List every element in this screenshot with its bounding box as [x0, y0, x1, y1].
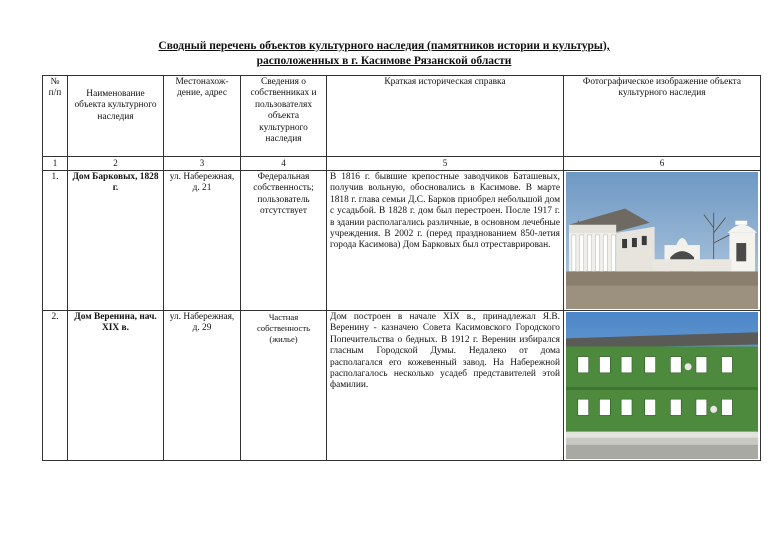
header-row — [43, 76, 761, 157]
object-history: В 1816 г. бывшие крепостные заводчиков Баташевых, получив вольную, обосновались в Касимове. В марте 1818 г. глава семьи Д.С. Барков приобрел небольшой дом с усадьбой. В 1828 г. дом был перестроен. После 1917 г. в здании располагались различные, в основном лечебные учреждения. В 2002 г. (перед празднованием 850-летия города Касимова) Дом Барковых был отреставрирован. — [327, 171, 564, 311]
row-number: 1. — [43, 171, 68, 311]
object-address: ул. Набережная, д. 21 — [164, 171, 241, 311]
header-no: № п/п — [43, 76, 68, 157]
object-photo-cell — [564, 171, 761, 311]
object-owner: Частная собственность (жилье) — [241, 311, 327, 461]
header-name — [68, 76, 164, 157]
object-history: Дом построен в начале XIX в., принадлежал Я.В. Веренину - казначею Совета Касимовского Городского Попечительства о бедных. В 1912 г. Веренин избирался гласным Городской Думы. Недалеко от дома располагался его кожевенный завод. На Набережной располагалось несколько усадеб представителей этой фамилии. — [327, 311, 564, 461]
column-number: 2 — [68, 157, 164, 171]
column-number: 6 — [564, 157, 761, 171]
table-row — [43, 171, 761, 311]
object-photo-cell — [564, 311, 761, 461]
header-owner: Сведения о собственниках и пользователях объекта культурного наследия — [241, 76, 327, 157]
title-line-2: расположенных в г. Касимове Рязанской области — [256, 55, 512, 67]
document-title — [0, 39, 768, 69]
object-name: Дом Веренина, нач. XIX в. — [68, 311, 164, 461]
header-name-text: Наименование объекта культурного наследия — [74, 89, 157, 122]
heritage-table — [42, 75, 761, 461]
object-address: ул. Набережная, д. 29 — [164, 311, 241, 461]
title-line-1: Сводный перечень объектов культурного наследия (памятников истории и культуры), — [158, 40, 610, 52]
header-address: Местонахож-дение, адрес — [164, 76, 241, 157]
header-history: Краткая историческая справка — [327, 76, 564, 157]
classical-mansion-photo-icon — [566, 172, 758, 309]
object-owner: Федеральная собственность; пользователь отсутствует — [241, 171, 327, 311]
column-number: 5 — [327, 157, 564, 171]
header-photo: Фотографическое изображение объекта культурного наследия — [564, 76, 761, 157]
column-number: 1 — [43, 157, 68, 171]
object-name: Дом Барковых, 1828 г. — [68, 171, 164, 311]
table-row — [43, 311, 761, 461]
row-number: 2. — [43, 311, 68, 461]
green-house-photo-icon — [566, 312, 758, 459]
column-number-row — [43, 157, 761, 171]
column-number: 3 — [164, 157, 241, 171]
column-number: 4 — [241, 157, 327, 171]
